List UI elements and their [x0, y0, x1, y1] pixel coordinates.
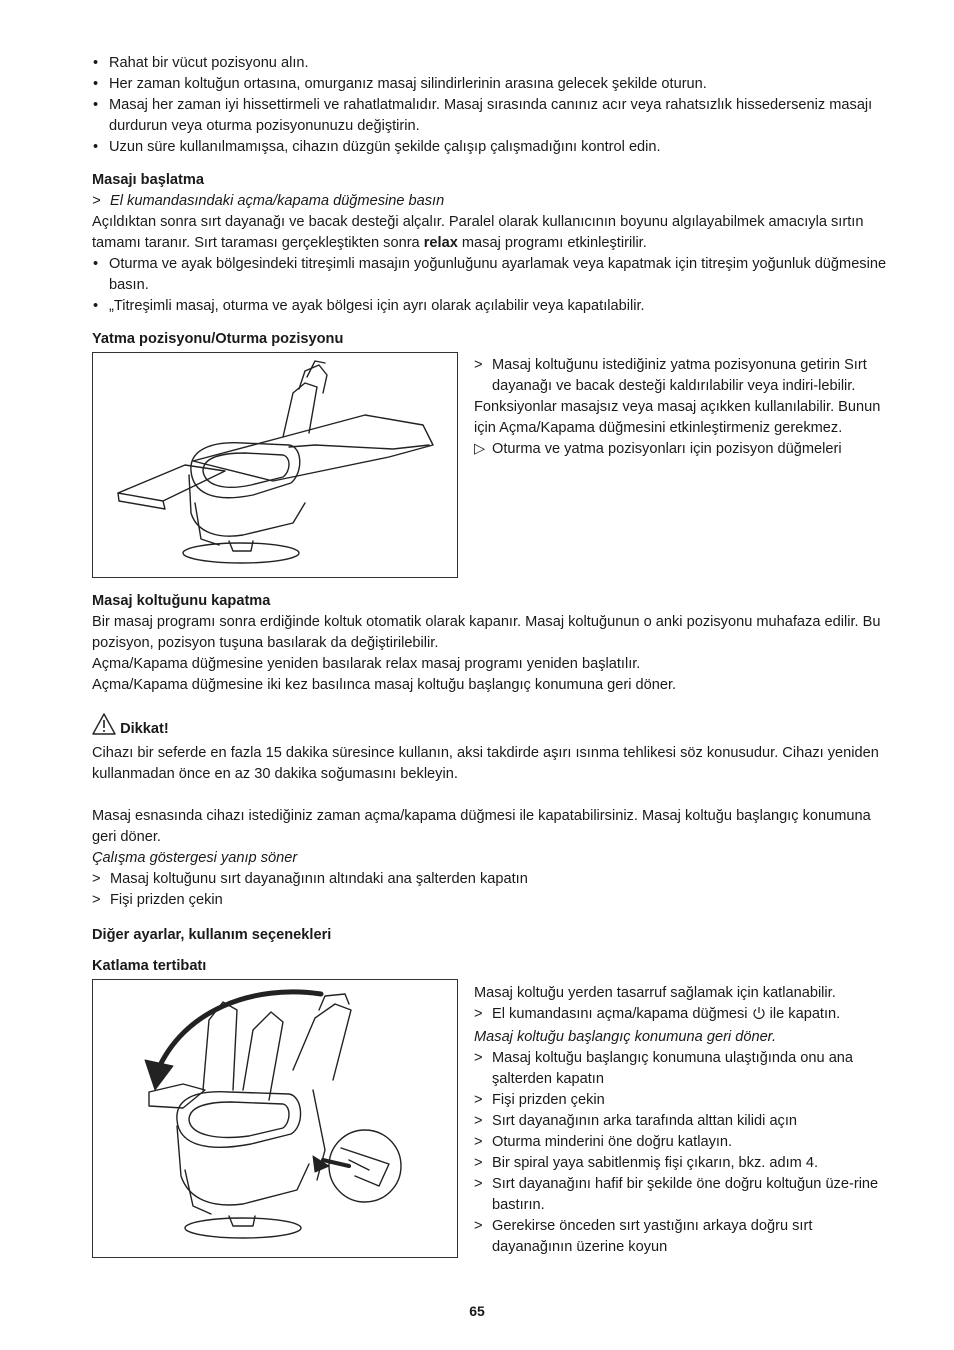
warning-heading-row: [92, 713, 892, 742]
bullet-item: • Her zaman koltuğun ortasına, omurganız masaj silindirlerinin arasına gelecek şekilde oturun.: [92, 74, 892, 95]
reclined-chair-icon: [93, 353, 457, 577]
step-marker: >: [474, 1006, 483, 1022]
close-heading: Masaj koltuğunu kapatma: [92, 593, 271, 609]
fold-chair-illustration: [92, 979, 458, 1258]
power-icon: [752, 1006, 766, 1027]
close-paragraph-2: Açma/Kapama düğmesine yeniden basılarak relax masaj programı yeniden başlatılır.: [92, 656, 641, 672]
close-paragraph-3: Açma/Kapama düğmesine iki kez basılınca masaj koltuğu başlangıç konumuna geri döner.: [92, 677, 677, 693]
fold-step-1-a: El kumandasını açma/kapama düğmesi: [492, 1006, 752, 1022]
recline-chair-illustration: [92, 352, 458, 578]
page-number: 65: [469, 1303, 485, 1319]
step-marker: >: [474, 1218, 483, 1234]
triangle-right-icon: ▷: [474, 441, 486, 457]
close-paragraph-1: Bir masaj programı sonra erdiğinde koltuk otomatik olarak kapanır. Masaj koltuğunun o anki pozisyonu muhafaza edilir. Bu pozisyon, pozisyon tuşuna basılarak da değiştirilebilir.: [92, 614, 881, 651]
step-item: [474, 1048, 894, 1090]
step-marker: >: [474, 1134, 483, 1150]
bullet-item: • Oturma ve ayak bölgesindeki titreşimli masajın yoğunluğunu ayarlamak veya kapatmak için titreşim yoğunluk düğmesine basın.: [92, 254, 892, 296]
fold-heading-wrap: [92, 956, 892, 977]
fold-step-1-b: ile kapatın.: [765, 1006, 841, 1022]
step-text: Masaj koltuğunu sırt dayanağının altındaki ana şalterden kapatın: [110, 871, 528, 887]
folding-chair-icon: [93, 980, 457, 1257]
warning-steps: [92, 869, 892, 911]
start-step: [92, 191, 892, 212]
step-item: [92, 869, 892, 890]
step-marker: >: [92, 871, 101, 887]
start-heading: Masajı başlatma: [92, 172, 204, 188]
step-text: Sırt dayanağını hafif bir şekilde öne doğru koltuğun üze-rine bastırın.: [492, 1176, 879, 1213]
start-paragraph: [92, 212, 892, 254]
fold-steps: [474, 1048, 894, 1258]
step-item: [474, 1174, 894, 1216]
recline-position-buttons: [474, 439, 894, 460]
step-marker: >: [92, 892, 101, 908]
warning-text: Cihazı bir seferde en fazla 15 dakika süresince kullanın, aksi takdirde aşırı ısınma tehlikesi söz konusudur. Cihazı yeniden kullanmadan önce en az 30 dakika soğumasını bekleyin.: [92, 745, 879, 782]
recline-heading: Yatma pozisyonu/Oturma pozisyonu: [92, 331, 344, 347]
step-text: Fişi prizden çekin: [492, 1092, 605, 1108]
warning-text-2: Masaj esnasında cihazı istediğiniz zaman açma/kapama düğmesi ile kapatabilirsiniz. Masaj koltuğu başlangıç konumuna geri döner.: [92, 808, 871, 845]
step-marker: >: [474, 1092, 483, 1108]
step-marker: >: [474, 1176, 483, 1192]
warning-italic: Çalışma göstergesi yanıp söner: [92, 850, 298, 866]
recline-step-text: Masaj koltuğunu istediğiniz yatma pozisyonuna getirin Sırt dayanağı ve bacak desteği kaldırılabilir veya indiri-lebilir.: [492, 357, 867, 394]
close-section: [92, 591, 892, 696]
recline-step: [474, 355, 894, 397]
recline-text-column: [474, 355, 894, 460]
other-heading: Diğer ayarlar, kullanım seçenekleri: [92, 927, 332, 943]
step-marker: >: [92, 193, 101, 209]
step-text: Sırt dayanağının arka tarafında alttan kilidi açın: [492, 1113, 798, 1129]
intro-section: [92, 53, 892, 158]
bullet-item: • Masaj her zaman iyi hissettirmeli ve rahatlatmalıdır. Masaj sırasında canınız acır veya rahatsızlık hissederseniz masajı durdurun veya oturma pozisyonunuzu değiştirin.: [92, 95, 892, 137]
fold-intro: Masaj koltuğu yerden tasarruf sağlamak için katlanabilir.: [474, 985, 836, 1001]
step-text: Fişi prizden çekin: [110, 892, 223, 908]
step-marker: >: [474, 1113, 483, 1129]
step-text: Masaj koltuğu başlangıç konumuna ulaştığında onu ana şalterden kapatın: [492, 1050, 854, 1087]
recline-heading-wrap: [92, 329, 892, 350]
bullet-item: • Rahat bir vücut pozisyonu alın.: [92, 53, 892, 74]
step-item: [474, 1090, 894, 1111]
fold-italic: Masaj koltuğu başlangıç konumuna geri döner.: [474, 1029, 777, 1045]
warning-section: [92, 743, 892, 911]
intro-bullet-list: [92, 53, 892, 158]
recline-position-text: Oturma ve yatma pozisyonları için pozisyon düğmeleri: [492, 441, 842, 457]
recline-paragraph: Fonksiyonlar masajsız veya masaj açıkken kullanılabilir. Bunun için Açma/Kapama düğmesini etkinleştirmeniz gerekmez.: [474, 399, 881, 436]
step-marker: >: [474, 1050, 483, 1066]
step-marker: >: [474, 1155, 483, 1171]
start-section: [92, 170, 892, 317]
bullet-item: • „Titreşimli masaj, oturma ve ayak bölgesi için ayrı olarak açılabilir veya kapatılabilir.: [92, 296, 892, 317]
warning-triangle-icon: [92, 713, 116, 742]
step-text: Oturma minderini öne doğru katlayın.: [492, 1134, 733, 1150]
step-item: [474, 1111, 894, 1132]
fold-heading: Katlama tertibatı: [92, 958, 207, 974]
step-text: Gerekirse önceden sırt yastığını arkaya doğru sırt dayanağının üzerine koyun: [492, 1218, 813, 1255]
step-item: [474, 1132, 894, 1153]
fold-text-column: [474, 983, 894, 1258]
fold-step-1: [474, 1004, 894, 1027]
step-item: [474, 1216, 894, 1258]
bullet-item: • Uzun süre kullanılmamışsa, cihazın düzgün şekilde çalışıp çalışmadığını kontrol edin.: [92, 137, 892, 158]
step-item: [474, 1153, 894, 1174]
step-marker: >: [474, 357, 483, 373]
step-text: Bir spiral yaya sabitlenmiş fişi çıkarın, bkz. adım 4.: [492, 1155, 819, 1171]
start-bullet-list: [92, 254, 892, 317]
start-para-b: masaj programı etkinleştirilir.: [457, 235, 647, 251]
start-para-a: Açıldıktan sonra sırt dayanağı ve bacak desteği alçalır. Paralel olarak kullanıcının boyunu algılayabilmek amacıyla sırtın tamamı taranır. Sırt taraması gerçekleştikten sonra: [92, 214, 864, 251]
warning-heading: Dikkat!: [120, 721, 169, 737]
start-step-text: El kumandasındaki açma/kapama düğmesine basın: [110, 193, 445, 209]
other-section: [92, 925, 892, 946]
step-item: [92, 890, 892, 911]
relax-keyword: relax: [423, 235, 458, 251]
